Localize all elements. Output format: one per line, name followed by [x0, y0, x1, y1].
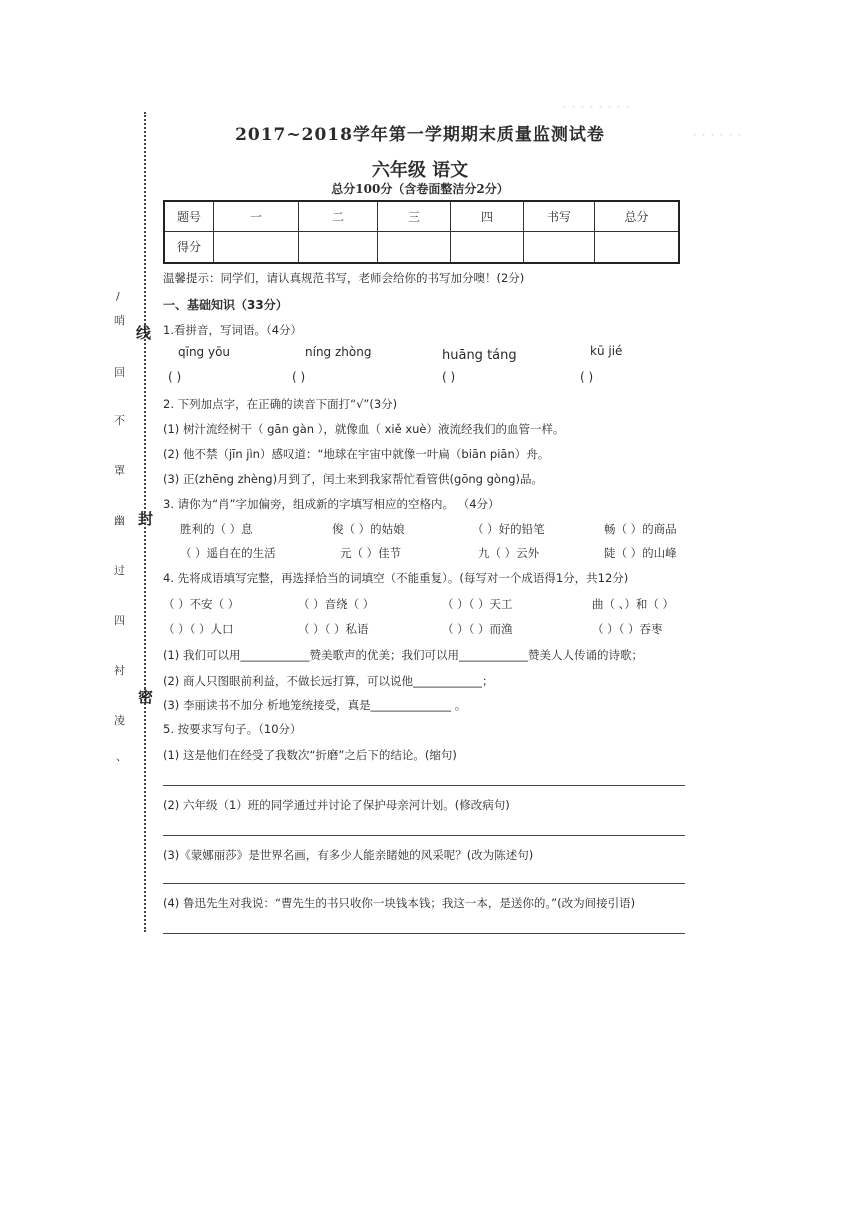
- question-3-blank[interactable]: 九（ ）云外: [478, 546, 540, 560]
- answer-line[interactable]: [163, 785, 685, 786]
- margin-char: 不: [114, 414, 125, 427]
- question-2-prompt: 2. 下列加点字，在正确的读音下面打“√”(3分): [163, 397, 398, 411]
- question-2-item: (2) 他不禁（jīn jìn）感叹道：“地球在宇宙中就像一叶扁（biān piān）舟。: [163, 447, 550, 461]
- score-table-header: 二: [299, 201, 378, 231]
- pinyin-4: kū jié: [590, 344, 623, 358]
- question-5-item: (2) 六年级（1）班的同学通过并讨论了保护母亲河计划。(修改病句): [163, 798, 510, 812]
- score-row-label: 得分: [164, 231, 214, 263]
- answer-blank[interactable]: ( ): [292, 370, 306, 384]
- question-3-blank[interactable]: 畅（ ）的商品: [604, 522, 677, 536]
- score-table-header: 三: [378, 201, 451, 231]
- question-3-blank[interactable]: （ ）好的铅笔: [472, 522, 545, 536]
- bleed-through-text: ・・・・・・: [690, 131, 745, 141]
- question-4-prompt: 4. 先将成语填写完整，再选择恰当的词填空（不能重复）。(每写对一个成语得1分，共12分): [163, 571, 629, 585]
- margin-seal-char: 密: [138, 688, 154, 706]
- idiom-blank[interactable]: （ ）音绕（ ）: [298, 597, 375, 611]
- question-2-item: (3) 正(zhēng zhèng)月到了，闰土来到我家帮忙看管供(gōng gòng)品。: [163, 472, 544, 486]
- question-5-item: (4) 鲁迅先生对我说：“曹先生的书只收你一块钱本钱；我这一本，是送你的。”(改为间接引语): [163, 896, 636, 910]
- answer-blank[interactable]: ( ): [580, 370, 594, 384]
- question-1-prompt: 1.看拼音，写词语。（4分）: [163, 323, 303, 337]
- score-table-header-row: [164, 201, 679, 231]
- margin-char: 凌: [114, 714, 125, 727]
- score-table-header: 总分: [595, 201, 680, 231]
- idiom-blank[interactable]: （ ）（ ）吞枣: [592, 622, 663, 636]
- score-cell[interactable]: [595, 231, 680, 263]
- score-table-header: 题号: [164, 201, 214, 231]
- question-3-prompt: 3. 请你为“肖”字加偏旁，组成新的字填写相应的空格内。 （4分）: [163, 497, 500, 511]
- pinyin-2: níng zhòng: [305, 345, 372, 359]
- exam-total-score: 总分100分（含卷面整洁分2分）: [331, 182, 509, 196]
- margin-char: 哨: [114, 314, 125, 327]
- idiom-blank[interactable]: （ ）（ ）天工: [442, 597, 513, 611]
- score-cell[interactable]: [378, 231, 451, 263]
- question-5-item: (1) 这是他们在经受了我数次“折磨”之后下的结论。(缩句): [163, 748, 457, 762]
- margin-char: 衬: [114, 664, 125, 677]
- margin-char: 回: [114, 366, 125, 379]
- answer-line[interactable]: [163, 933, 685, 934]
- margin-seal-char: 封: [138, 510, 154, 528]
- question-5-item: (3)《蒙娜丽莎》是世界名画，有多少人能亲睹她的风采呢？(改为陈述句): [163, 848, 534, 862]
- margin-char: 四: [114, 614, 125, 627]
- margin-char: 罩: [114, 464, 125, 477]
- exam-grade-subject: 六年级 语文: [371, 160, 469, 181]
- score-table-header: 书写: [524, 201, 595, 231]
- margin-char: 、: [116, 750, 127, 763]
- question-3-blank[interactable]: （ ）遥自在的生活: [180, 546, 276, 560]
- idiom-blank[interactable]: （ ）（ ）人口: [163, 622, 234, 636]
- score-cell[interactable]: [214, 231, 299, 263]
- answer-line[interactable]: [163, 883, 685, 884]
- margin-char: /: [116, 290, 120, 303]
- score-table: [163, 200, 680, 264]
- question-5-prompt: 5. 按要求写句子。（10分）: [163, 722, 302, 736]
- pinyin-1: qīng yōu: [178, 345, 231, 359]
- margin-seal-char: 线: [136, 324, 152, 342]
- answer-blank[interactable]: ( ): [168, 370, 182, 384]
- answer-line[interactable]: [163, 835, 685, 836]
- score-table-header: 四: [451, 201, 524, 231]
- question-3-blank[interactable]: 胜利的（ ）息: [180, 522, 253, 536]
- idiom-blank[interactable]: （ ）不安（ ）: [163, 597, 240, 611]
- question-4-item: (2) 商人只图眼前利益，不做长远打算，可以说他____________；: [163, 674, 494, 688]
- score-table-header: 一: [214, 201, 299, 231]
- question-3-blank[interactable]: 俊（ ）的姑娘: [332, 522, 405, 536]
- writing-tip: 温馨提示：同学们，请认真规范书写，老师会给你的书写加分噢！(2分): [163, 271, 525, 285]
- score-cell[interactable]: [451, 231, 524, 263]
- score-table-score-row: [164, 231, 679, 263]
- answer-blank[interactable]: ( ): [442, 370, 456, 384]
- bleed-through-text: ・・・・・・・・: [560, 103, 633, 113]
- question-3-blank[interactable]: 陡（ ）的山峰: [604, 546, 677, 560]
- section-1-title: 一、基础知识（33分）: [163, 298, 288, 312]
- question-4-item: (1) 我们可以用____________赞美歌声的优美；我们可以用____________赞美人人传诵的诗歌；: [163, 648, 643, 662]
- score-cell[interactable]: [299, 231, 378, 263]
- question-2-item: (1) 树汁流经树干（ gān gàn ），就像血（ xiě xuè）液流经我们的血管一样。: [163, 422, 565, 436]
- idiom-blank[interactable]: 曲（ 、）和（ ）: [592, 597, 675, 611]
- question-4-item: (3) 李丽读书不加分 析地笼统接受，真是______________ 。: [163, 698, 467, 712]
- pinyin-3: huāng táng: [442, 348, 517, 363]
- idiom-blank[interactable]: （ ）（ ）私语: [298, 622, 369, 636]
- margin-char: 过: [114, 564, 125, 577]
- score-cell[interactable]: [524, 231, 595, 263]
- exam-title: 2017~2018学年第一学期期末质量监测试卷: [235, 125, 605, 145]
- idiom-blank[interactable]: （ ）（ ）而渔: [442, 622, 513, 636]
- question-3-blank[interactable]: 元（ ）佳节: [340, 546, 402, 560]
- margin-char: 幽: [114, 514, 125, 527]
